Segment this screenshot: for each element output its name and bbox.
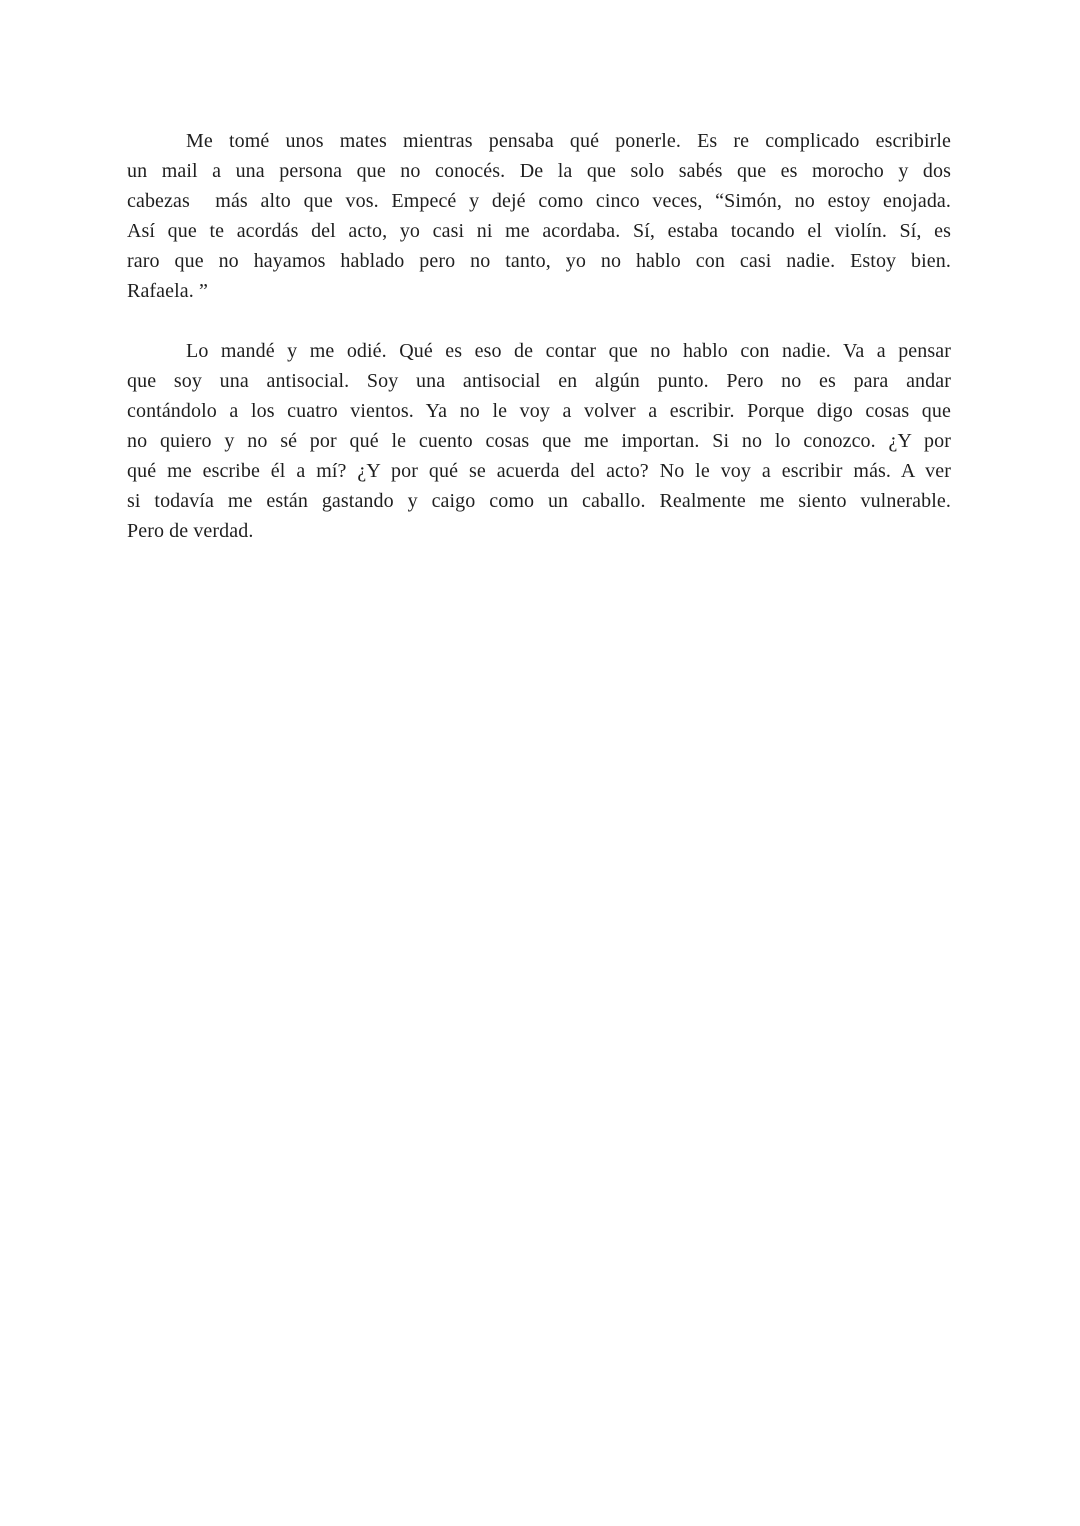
text-line: contándolo a los cuatro vientos. Ya no le voy a volver a escribir. Porque digo cosas que xyxy=(127,400,951,422)
text-line: Pero de verdad. xyxy=(127,520,254,542)
text-line: Lo mandé y me odié. Qué es eso de contar que no hablo con nadie. Va a pensar xyxy=(186,340,951,362)
paragraph-2 xyxy=(127,336,951,546)
text-line: Rafaela. ” xyxy=(127,280,208,302)
text-line: no quiero y no sé por qué le cuento cosas que me importan. Si no lo conozco. ¿Y por xyxy=(127,430,951,452)
text-line: qué me escribe él a mí? ¿Y por qué se acuerda del acto? No le voy a escribir más. A ver xyxy=(127,460,951,482)
text-line: si todavía me están gastando y caigo como un caballo. Realmente me siento vulnerable. xyxy=(127,490,951,512)
text-line: cabezas más alto que vos. Empecé y dejé como cinco veces, “Simón, no estoy enojada. xyxy=(127,190,951,212)
text-line: raro que no hayamos hablado pero no tanto, yo no hablo con casi nadie. Estoy bien. xyxy=(127,250,951,272)
text-line: Así que te acordás del acto, yo casi ni me acordaba. Sí, estaba tocando el violín. Sí, es xyxy=(127,220,951,242)
text-block xyxy=(127,126,951,546)
paragraph-1 xyxy=(127,126,951,306)
text-line: que soy una antisocial. Soy una antisocial en algún punto. Pero no es para andar xyxy=(127,370,951,392)
text-line: Me tomé unos mates mientras pensaba qué ponerle. Es re complicado escribirle xyxy=(186,130,951,152)
text-line: un mail a una persona que no conocés. De la que solo sabés que es morocho y dos xyxy=(127,160,951,182)
